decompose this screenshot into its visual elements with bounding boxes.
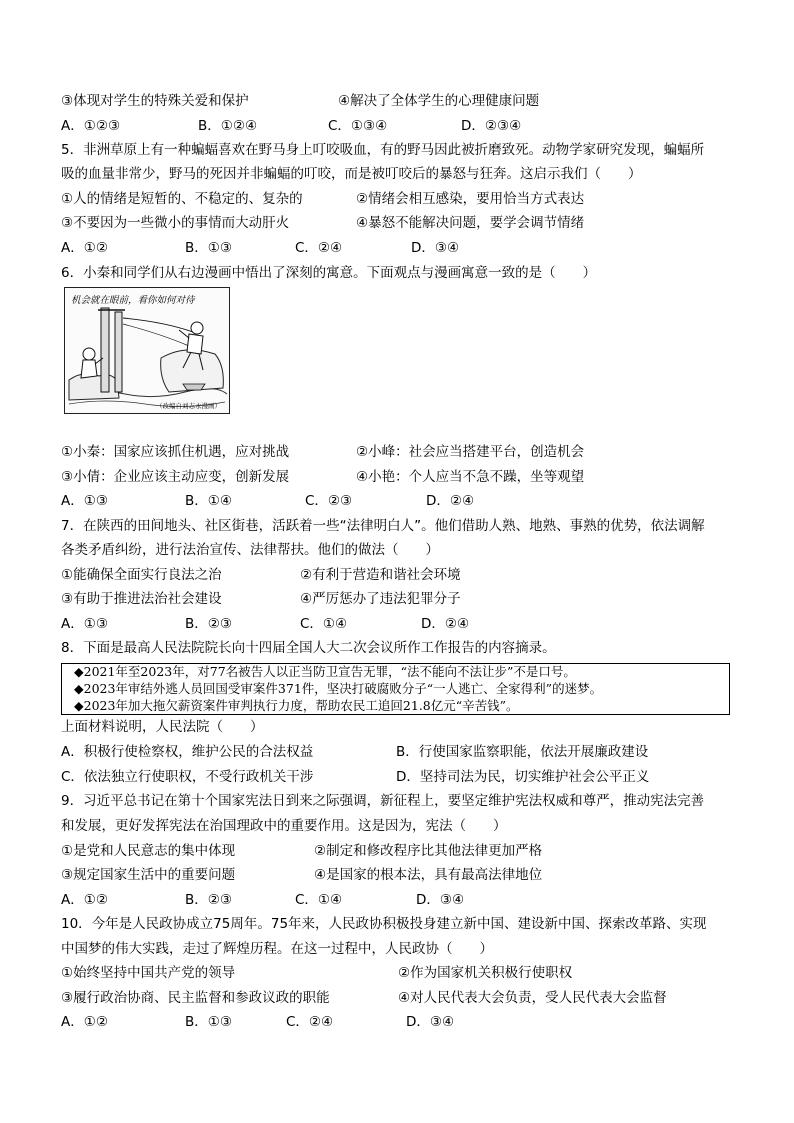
q7-choice-c[interactable]: C．①④ <box>300 616 348 632</box>
q7-stem-line-2: 各类矛盾纠纷，进行法治宣传、法律帮扶。他们的做法（ ） <box>61 542 439 558</box>
q8-choice-a[interactable]: A．积极行使检察权，维护公民的合法权益 <box>61 744 314 760</box>
q5-option-2: ②情绪会相互感染，要用恰当方式表达 <box>356 191 585 207</box>
q8-material-box <box>61 663 730 715</box>
q10-stem-line-1: 10．今年是人民政协成立75周年。75年来，人民政协积极投身建立新中国、建设新中国、探索改革路、实现 <box>61 916 707 932</box>
q10-option-1: ①始终坚持中国共产党的领导 <box>61 965 236 981</box>
q5-choice-b[interactable]: B．①③ <box>185 240 232 256</box>
q10-choice-d[interactable]: D．③④ <box>406 1014 455 1030</box>
q8-material-item: ◆2021年至2023年，对77名被告人以正当防卫宣告无罪，“法不能向不法让步”不是口号。 <box>74 664 576 679</box>
cartoon-illustration <box>65 288 229 413</box>
q5-option-3: ③不要因为一些微小的事情而大动肝火 <box>61 215 290 231</box>
cartoon-source: （改编自刘志永漫画） <box>156 402 221 410</box>
q10-option-2: ②作为国家机关积极行使职权 <box>398 965 573 981</box>
q5-choice-d[interactable]: D．③④ <box>411 240 460 256</box>
q9-option-3: ③规定国家生活中的重要问题 <box>61 867 236 883</box>
q5-option-4: ④暴怒不能解决问题，要学会调节情绪 <box>356 215 585 231</box>
q8-stem: 8．下面是最高人民法院院长向十四届全国人大二次会议所作工作报告的内容摘录。 <box>61 640 556 656</box>
q8-question: 上面材料说明，人民法院（ ） <box>61 719 264 735</box>
q6-stem: 6．小秦和同学们从右边漫画中悟出了深刻的寓意。下面观点与漫画寓意一致的是（ ） <box>61 265 597 281</box>
q4-choice-a[interactable]: A．①②③ <box>61 118 121 134</box>
q6-cartoon <box>64 287 230 414</box>
q5-choice-c[interactable]: C．②④ <box>295 240 343 256</box>
q7-option-3: ③有助于推进法治社会建设 <box>61 591 222 607</box>
q9-option-4: ④是国家的根本法，具有最高法律地位 <box>314 867 543 883</box>
q9-choice-c[interactable]: C．①④ <box>295 892 343 908</box>
cartoon-caption: 机会就在眼前，看你如何对待 <box>71 295 195 306</box>
q6-choice-b[interactable]: B．①④ <box>185 493 232 509</box>
q6-choice-d[interactable]: D．②④ <box>426 493 475 509</box>
q7-option-4: ④严厉惩办了违法犯罪分子 <box>300 591 461 607</box>
q7-stem-line-1: 7．在陕西的田间地头、社区街巷，活跃着一些“法律明白人”。他们借助人熟、地熟、事熟的优势，依法调解 <box>61 518 705 534</box>
q10-option-4: ④对人民代表大会负责，受人民代表大会监督 <box>398 990 667 1006</box>
q4-option-4: ④解决了全体学生的心理健康问题 <box>338 93 540 109</box>
q4-choice-b[interactable]: B．①②④ <box>198 118 258 134</box>
q9-option-1: ①是党和人民意志的集中体现 <box>61 843 236 859</box>
q9-choice-a[interactable]: A．①② <box>61 892 108 908</box>
q8-choice-c[interactable]: C．依法独立行使职权，不受行政机关干涉 <box>61 769 314 785</box>
q5-stem-line-1: 5．非洲草原上有一种蝙蝠喜欢在野马身上叮咬吸血，有的野马因此被折磨致死。动物学家研究发现，蝙蝠所 <box>61 142 705 158</box>
q4-choice-c[interactable]: C．①③④ <box>328 118 388 134</box>
q8-material-item: ◆2023年审结外逃人员回国受审案件371件，坚决打破腐败分子“一人逃亡、全家得利”的迷梦。 <box>74 681 603 696</box>
q7-choice-b[interactable]: B．②③ <box>185 616 232 632</box>
q9-choice-b[interactable]: B．②③ <box>185 892 232 908</box>
q6-option-3: ③小倩：企业应该主动应变，创新发展 <box>61 469 290 485</box>
q10-stem-line-2: 中国梦的伟大实践，走过了辉煌历程。在这一过程中，人民政协（ ） <box>61 941 493 957</box>
q7-option-2: ②有利于营造和谐社会环境 <box>300 567 461 583</box>
q10-option-3: ③履行政治协商、民主监督和参政议政的职能 <box>61 990 330 1006</box>
q8-choice-b[interactable]: B．行使国家监察职能，依法开展廉政建设 <box>396 744 649 760</box>
q5-stem-line-2: 吸的血量非常少，野马的死因并非蝙蝠的叮咬，而是被叮咬后的暴怒与狂奔。这启示我们（ ） <box>61 166 642 182</box>
q6-option-4: ④小艳：个人应当不急不躁，坐等观望 <box>356 469 585 485</box>
q9-stem-line-1: 9．习近平总书记在第十个国家宪法日到来之际强调，新征程上，要坚定维护宪法权威和尊严，推动宪法完善 <box>61 793 705 809</box>
q9-option-2: ②制定和修改程序比其他法律更加严格 <box>314 843 543 859</box>
q5-option-1: ①人的情绪是短暂的、不稳定的、复杂的 <box>61 191 303 207</box>
q10-choice-a[interactable]: A．①② <box>61 1014 108 1030</box>
q4-choice-d[interactable]: D．②③④ <box>461 118 522 134</box>
q7-option-1: ①能确保全面实行良法之治 <box>61 567 222 583</box>
q8-choice-d[interactable]: D．坚持司法为民，切实维护社会公平正义 <box>396 769 650 785</box>
q9-stem-line-2: 和发展，更好发挥宪法在治国理政中的重要作用。这是因为，宪法（ ） <box>61 818 507 834</box>
q8-material-item: ◆2023年加大拖欠薪资案件审判执行力度，帮助农民工追回21.8亿元“辛苦钱”。 <box>74 698 519 713</box>
q6-option-1: ①小秦：国家应该抓住机遇，应对挑战 <box>61 444 290 460</box>
q6-choice-a[interactable]: A．①③ <box>61 493 108 509</box>
q5-choice-a[interactable]: A．①② <box>61 240 108 256</box>
q10-choice-c[interactable]: C．②④ <box>286 1014 334 1030</box>
q7-choice-d[interactable]: D．②④ <box>421 616 470 632</box>
q10-choice-b[interactable]: B．①③ <box>185 1014 232 1030</box>
q6-option-2: ②小峰：社会应当搭建平台，创造机会 <box>356 444 585 460</box>
q6-choice-c[interactable]: C．②③ <box>305 493 353 509</box>
q7-choice-a[interactable]: A．①③ <box>61 616 108 632</box>
q4-option-3: ③体现对学生的特殊关爱和保护 <box>61 93 249 109</box>
q9-choice-d[interactable]: D．③④ <box>416 892 465 908</box>
